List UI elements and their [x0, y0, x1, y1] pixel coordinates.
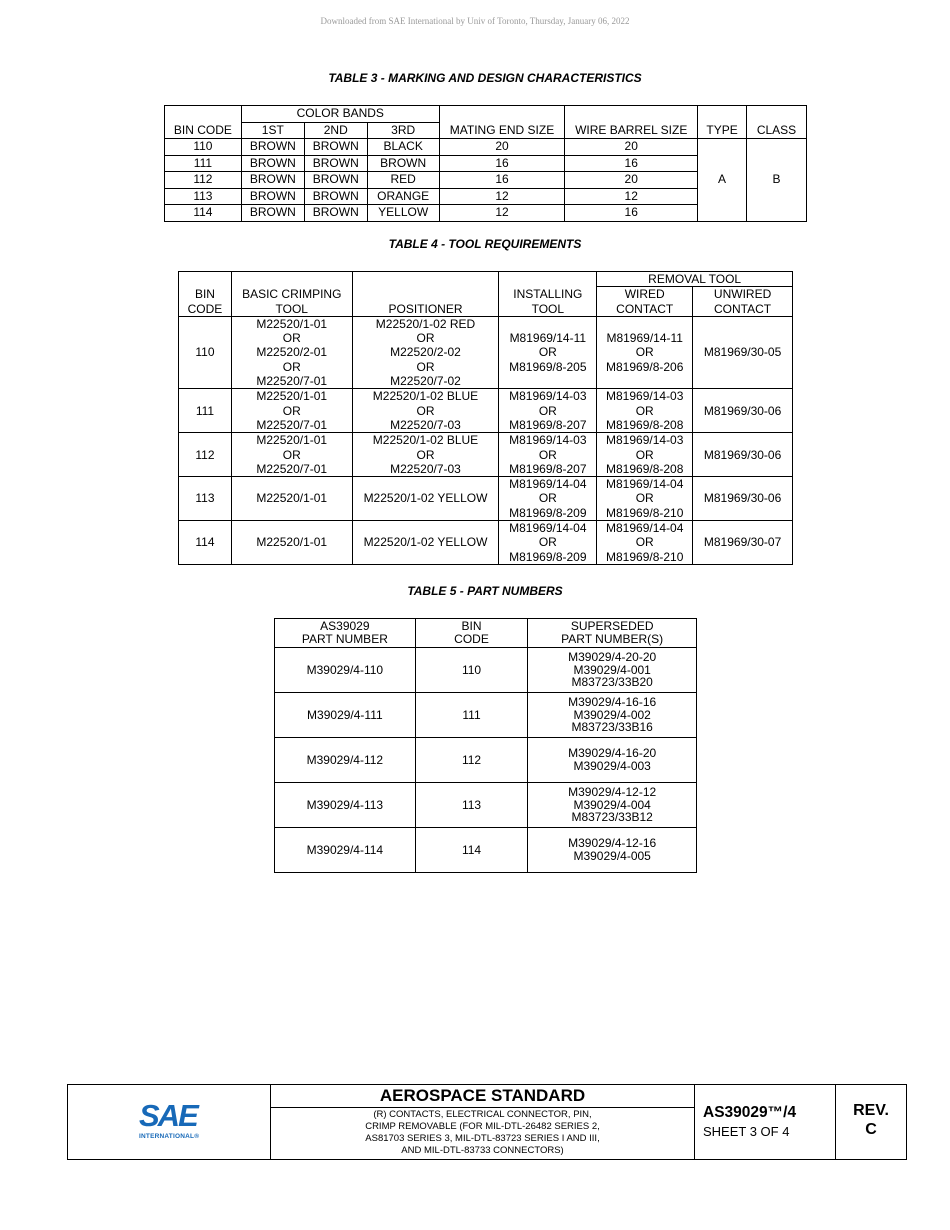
- table5-header-superseded: [528, 619, 697, 648]
- table-row: [275, 693, 697, 738]
- table3-cell: YELLOW: [367, 205, 439, 222]
- table5-header-bin-code: [415, 619, 528, 648]
- table3-cell: 16: [439, 172, 565, 189]
- table4-positioner-cell: [352, 433, 499, 477]
- table4-installing-cell: [499, 477, 597, 521]
- cell-line: OR: [282, 403, 301, 418]
- table3-cell: BROWN: [304, 139, 367, 156]
- document-number: AS39029™/4: [703, 1104, 797, 1121]
- table4-wired-cell: [597, 316, 693, 388]
- cell-line: M22520/7-03: [390, 417, 461, 432]
- cell-line: OR: [635, 447, 654, 462]
- table-row: [275, 783, 697, 828]
- table3-header-class: CLASS: [747, 122, 807, 139]
- table4-header-removal-tool: REMOVAL TOOL: [597, 272, 793, 287]
- table5-superseded-cell: [528, 828, 697, 873]
- table4-header-code: CODE: [179, 302, 232, 317]
- table3-cell: 12: [439, 205, 565, 222]
- table5-bin-cell: 112: [415, 738, 528, 783]
- table4-header-positioner: POSITIONER: [352, 302, 499, 317]
- table3-cell: BROWN: [241, 155, 304, 172]
- cell-line: M81969/14-11: [509, 331, 587, 346]
- cell-line: M22520/1-01: [256, 316, 328, 331]
- cell-line: M81969/14-03: [606, 389, 684, 404]
- table5: [274, 618, 697, 873]
- table-row: [179, 433, 793, 477]
- cell-line: M81969/8-210: [606, 505, 684, 520]
- cell-line: M39029/4-003: [573, 759, 651, 773]
- cell-line: M81969/14-04: [606, 521, 684, 536]
- table4-installing-cell: [499, 433, 597, 477]
- table5-part-cell: M39029/4-111: [275, 693, 416, 738]
- table4-installing-cell: [499, 316, 597, 388]
- cell-line: OR: [538, 491, 557, 506]
- table4-bin-cell: 112: [179, 433, 232, 477]
- cell-line: OR: [538, 345, 557, 360]
- cell-line: M22520/1-02 BLUE: [372, 433, 479, 448]
- table4-positioner-cell: M22520/1-02 YELLOW: [352, 521, 499, 565]
- sheet-number: SHEET 3 OF 4: [703, 1124, 790, 1139]
- table4-unwired-cell: M81969/30-06: [693, 477, 793, 521]
- cell-line: M81969/8-208: [606, 417, 684, 432]
- table3-cell: 12: [439, 188, 565, 205]
- cell-line: M81969/14-04: [606, 477, 684, 492]
- table5-superseded-cell: [528, 648, 697, 693]
- table4-bin-cell: 114: [179, 521, 232, 565]
- cell-line: OR: [416, 359, 435, 374]
- table4-header-bin: BIN: [179, 287, 232, 302]
- cell-line: OR: [635, 491, 654, 506]
- table3-cell: BROWN: [304, 188, 367, 205]
- table4-header-unwired-contact: CONTACT: [693, 302, 793, 317]
- cell-line: M81969/8-207: [509, 417, 587, 432]
- cell-line: OR: [635, 403, 654, 418]
- table5-bin-cell: 111: [415, 693, 528, 738]
- title-block: [67, 1084, 907, 1160]
- table3-cell: 12: [565, 188, 698, 205]
- table3-cell: 20: [565, 139, 698, 156]
- table3-cell: 112: [165, 172, 242, 189]
- cell-line: M83723/33B16: [571, 720, 653, 735]
- table3-header-type: TYPE: [698, 122, 747, 139]
- table4-header-basic-crimping: BASIC CRIMPING: [231, 287, 352, 302]
- cell-line: M39029/4-002: [573, 707, 651, 722]
- doc-number-cell: [695, 1085, 836, 1159]
- cell-line: M81969/8-207: [509, 461, 587, 476]
- title-cell: [271, 1085, 695, 1159]
- table3-cell: 111: [165, 155, 242, 172]
- table3-cell: BROWN: [304, 205, 367, 222]
- table-row: [179, 521, 793, 565]
- cell-line: M39029/4-12-16: [568, 836, 657, 851]
- table3-cell: 114: [165, 205, 242, 222]
- table3-header-color-bands: COLOR BANDS: [241, 106, 439, 123]
- table3-header-wire: WIRE BARREL SIZE: [565, 122, 698, 139]
- cell-line: M83723/33B12: [571, 810, 653, 825]
- table3-header-1st: 1ST: [241, 122, 304, 139]
- revision-label: REV.: [853, 1102, 889, 1119]
- table3-class-value: B: [772, 172, 781, 187]
- table4-wired-cell: [597, 521, 693, 565]
- table-row: [275, 828, 697, 873]
- cell-line: M22520/1-01: [256, 433, 328, 448]
- cell-line: M81969/14-11: [606, 331, 683, 346]
- table3-cell: 20: [565, 172, 698, 189]
- table5-bin-cell: 113: [415, 783, 528, 828]
- cell-line: M22520/7-03: [390, 461, 461, 476]
- table3-cell: RED: [367, 172, 439, 189]
- revision-cell: [836, 1085, 906, 1159]
- cell-line: PART NUMBER: [301, 632, 388, 646]
- description-line: AND MIL-DTL-83733 CONNECTORS): [401, 1145, 564, 1156]
- table3-header-spacer: [165, 106, 242, 123]
- table3-cell: 16: [565, 205, 698, 222]
- table5-part-cell: M39029/4-113: [275, 783, 416, 828]
- revision-value: C: [865, 1121, 877, 1138]
- table3-cell: ORANGE: [367, 188, 439, 205]
- table4-header-installing: INSTALLING: [499, 287, 597, 302]
- sae-logo-subtext: INTERNATIONAL®: [139, 1133, 200, 1140]
- table4-positioner-cell: [352, 389, 499, 433]
- table5-bin-cell: 110: [415, 648, 528, 693]
- cell-line: M39029/4-005: [573, 849, 651, 863]
- cell-line: M22520/1-01: [256, 389, 328, 404]
- description-line: CRIMP REMOVABLE (FOR MIL-DTL-26482 SERIES 2,: [365, 1121, 600, 1132]
- document-heading: AEROSPACE STANDARD: [271, 1085, 694, 1108]
- logo-cell: [68, 1085, 271, 1159]
- cell-line: M81969/14-04: [509, 477, 587, 492]
- cell-line: M81969/8-209: [509, 549, 587, 564]
- description-line: AS81703 SERIES 3, MIL-DTL-83723 SERIES I AND III,: [365, 1133, 600, 1144]
- table5-superseded-cell: [528, 693, 697, 738]
- cell-line: M22520/7-01: [256, 461, 328, 476]
- table4-crimp-cell: M22520/1-01: [231, 477, 352, 521]
- table4-wired-cell: [597, 477, 693, 521]
- cell-line: M22520/2-01: [256, 345, 328, 360]
- table3-header-2nd: 2ND: [304, 122, 367, 139]
- table4-positioner-cell: M22520/1-02 YELLOW: [352, 477, 499, 521]
- table3-cell: BROWN: [304, 155, 367, 172]
- table3-cell: 20: [439, 139, 565, 156]
- table5-header-part-number: [275, 619, 416, 648]
- table3-cell: 16: [565, 155, 698, 172]
- cell-line: M39029/4-12-12: [568, 785, 657, 800]
- cell-line: M22520/1-02 RED: [375, 316, 476, 331]
- table4-positioner-cell: [352, 316, 499, 388]
- table4-installing-cell: [499, 389, 597, 433]
- table4-title: TABLE 4 - TOOL REQUIREMENTS: [388, 237, 582, 251]
- table3-cell: BLACK: [367, 139, 439, 156]
- table3-cell: BROWN: [367, 155, 439, 172]
- table5-part-cell: M39029/4-112: [275, 738, 416, 783]
- cell-line: M81969/8-206: [606, 359, 684, 374]
- cell-line: OR: [538, 447, 557, 462]
- table-row: [165, 139, 807, 156]
- sae-logo: SAE: [139, 1098, 197, 1133]
- cell-line: OR: [416, 447, 435, 462]
- table4-bin-cell: 110: [179, 316, 232, 388]
- cell-line: OR: [282, 447, 301, 462]
- table5-title: TABLE 5 - PART NUMBERS: [407, 584, 563, 598]
- table3-header-3rd: 3RD: [367, 122, 439, 139]
- table3-cell: BROWN: [241, 172, 304, 189]
- cell-line: OR: [416, 331, 435, 346]
- table-row: [179, 389, 793, 433]
- cell-line: AS39029: [320, 619, 370, 634]
- cell-line: M22520/1-02 BLUE: [372, 389, 479, 404]
- table4-header-wired-contact: CONTACT: [597, 302, 693, 317]
- table4-crimp-cell: [231, 389, 352, 433]
- table3-cell: BROWN: [241, 139, 304, 156]
- table4-bin-cell: 111: [179, 389, 232, 433]
- table4-unwired-cell: M81969/30-07: [703, 535, 782, 550]
- cell-line: M81969/8-209: [509, 505, 587, 520]
- table4-unwired-cell: M81969/30-06: [693, 433, 793, 477]
- cell-line: OR: [635, 345, 654, 360]
- cell-line: M81969/8-205: [509, 359, 587, 374]
- cell-line: M39029/4-20-20: [568, 650, 657, 665]
- table4-bin-cell: 113: [179, 477, 232, 521]
- table-row: [179, 477, 793, 521]
- table-row: [275, 648, 697, 693]
- cell-line: M81969/14-03: [606, 433, 684, 448]
- table3-cell: 16: [439, 155, 565, 172]
- table4-header-tool: TOOL: [231, 302, 352, 317]
- cell-line: OR: [282, 359, 301, 374]
- table4-header-unwired: UNWIRED: [713, 287, 772, 302]
- cell-line: SUPERSEDED: [570, 619, 654, 634]
- table4-crimp-cell: M22520/1-01: [231, 521, 352, 565]
- document-description: [271, 1109, 694, 1157]
- table4-crimp-cell: [231, 316, 352, 388]
- cell-line: M81969/14-03: [509, 433, 587, 448]
- table3-cell: 110: [165, 139, 242, 156]
- table3-cell: 113: [165, 188, 242, 205]
- table3-title: TABLE 3 - MARKING AND DESIGN CHARACTERISTICS: [328, 71, 642, 85]
- cell-line: PART NUMBER(S): [561, 632, 664, 646]
- cell-line: M22520/7-02: [390, 374, 461, 389]
- table3-cell: BROWN: [241, 205, 304, 222]
- cell-line: OR: [282, 331, 301, 346]
- cell-line: M81969/14-04: [509, 521, 587, 536]
- table3-type-value: A: [698, 139, 747, 222]
- table5-part-cell: M39029/4-110: [275, 648, 416, 693]
- table3-cell: BROWN: [304, 172, 367, 189]
- watermark: Downloaded from SAE International by Univ of Toronto, Thursday, January 06, 2022: [320, 16, 630, 26]
- table5-superseded-cell: [528, 783, 697, 828]
- cell-line: M81969/8-208: [606, 461, 684, 476]
- cell-line: M39029/4-001: [573, 662, 651, 677]
- table4: [178, 271, 793, 565]
- table3-cell: BROWN: [241, 188, 304, 205]
- cell-line: OR: [538, 535, 557, 550]
- cell-line: M22520/7-01: [256, 374, 328, 389]
- cell-line: M39029/4-004: [573, 797, 651, 812]
- table4-wired-cell: [597, 389, 693, 433]
- table4-installing-cell: [499, 521, 597, 565]
- cell-line: M22520/7-01: [256, 417, 328, 432]
- cell-line: M22520/2-02: [390, 345, 461, 360]
- revision: [836, 1101, 906, 1139]
- table4-header-wired: WIRED: [597, 287, 693, 302]
- table3: [164, 105, 807, 222]
- cell-line: CODE: [454, 632, 489, 646]
- table4-header-installing-tool: TOOL: [499, 302, 597, 317]
- table4-unwired-cell: M81969/30-06: [693, 389, 793, 433]
- cell-line: M81969/8-210: [606, 549, 684, 564]
- cell-line: OR: [635, 535, 654, 550]
- table3-header-mating: MATING END SIZE: [439, 122, 565, 139]
- table4-wired-cell: [597, 433, 693, 477]
- table5-superseded-cell: [528, 738, 697, 783]
- table-row: [179, 316, 793, 388]
- cell-line: M81969/14-03: [509, 389, 587, 404]
- cell-line: BIN: [461, 619, 482, 634]
- table5-bin-cell: 114: [415, 828, 528, 873]
- table4-unwired-cell: M81969/30-05: [693, 316, 793, 388]
- cell-line: M39029/4-16-20: [568, 746, 657, 761]
- table3-header-bin-code: BIN CODE: [165, 122, 242, 139]
- cell-line: OR: [538, 403, 557, 418]
- cell-line: OR: [416, 403, 435, 418]
- cell-line: M83723/33B20: [571, 675, 653, 690]
- cell-line: M39029/4-16-16: [568, 695, 657, 710]
- table5-part-cell: M39029/4-114: [275, 828, 416, 873]
- description-line: (R) CONTACTS, ELECTRICAL CONNECTOR, PIN,: [373, 1109, 592, 1120]
- table4-crimp-cell: [231, 433, 352, 477]
- table-row: [275, 738, 697, 783]
